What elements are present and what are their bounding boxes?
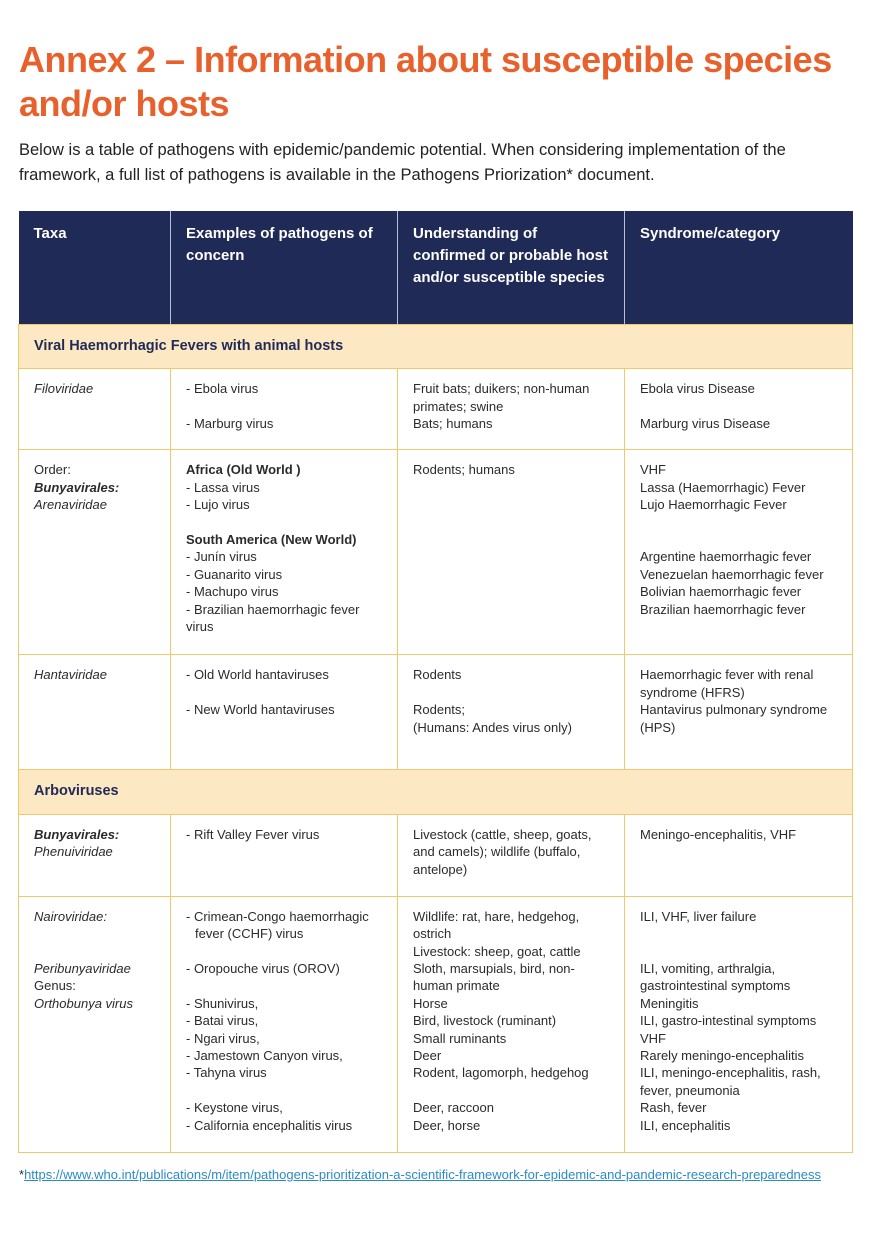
taxa-hantaviridae: Hantaviridae [34,667,107,683]
syndrome-item: ILI, meningo-encephalitis, rash, fever, pneumonia [640,1065,821,1098]
table-row [19,369,853,450]
taxa-nairoviridae: Nairoviridae: [34,908,107,924]
taxa-bunyavirales: Bunyavirales: [34,479,120,495]
host-item: Rodents; [413,702,466,718]
taxa-cell [19,450,171,655]
section-row [19,770,853,814]
table-row [19,896,853,1152]
hosts-cell [398,450,625,655]
taxa-peribunyaviridae: Peribunyaviridae [34,961,131,976]
syndrome-cell [625,896,853,1152]
host-item: Livestock (cattle, sheep, goats, and camels); wildlife (buffalo, antelope) [413,826,592,877]
pathogen-item: - Junín virus [186,549,257,565]
pathogen-item: - Batai virus, [186,1013,259,1029]
host-item: Rodents [413,667,462,683]
syndrome-item: VHF [640,462,666,478]
taxa-cell [19,896,171,1152]
pathogen-item: - Lujo virus [186,497,250,513]
pathogen-item: - Rift Valley Fever virus [186,826,320,842]
header-syndrome: Syndrome/category [625,211,853,325]
pathogen-item: - Keystone virus, [186,1100,283,1116]
syndrome-cell [625,369,853,450]
syndrome-item: Meningo-encephalitis, VHF [640,826,797,842]
host-item: Bats; humans [413,416,493,432]
syndrome-item: Marburg virus Disease [640,416,771,432]
hosts-cell [398,369,625,450]
syndrome-item: VHF [640,1030,666,1046]
pathogen-item-continued: fever (CCHF) virus [195,926,304,942]
hosts-cell [398,655,625,770]
host-item: Fruit bats; duikers; non-human primates; swine [413,381,590,414]
pathogen-item: - Old World hantaviruses [186,667,329,683]
pathogens-cell [171,896,398,1152]
pathogen-table [18,211,853,1153]
taxa-cell [19,655,171,770]
pathogens-cell [171,814,398,896]
pathogen-item: - Ebola virus [186,381,259,397]
syndrome-item: Argentine haemorrhagic fever [640,549,812,565]
group-title-old-world: Africa (Old World ) [186,462,301,478]
taxa-cell [19,814,171,896]
host-item: Deer, raccoon [413,1100,494,1116]
header-taxa: Taxa [19,211,171,325]
host-item: Sloth, marsupials, bird, non-human primate [413,961,575,994]
taxa-filoviridae: Filoviridae [34,381,94,397]
syndrome-cell [625,655,853,770]
syndrome-item: Bolivian haemorrhagic fever [640,584,802,600]
intro-paragraph: Below is a table of pathogens with epidemic/pandemic potential. When considering implementation of the framework, a full list of pathogens is available in the Pathogens Priorization* document. [19,141,786,184]
host-item: Small ruminants [413,1030,507,1046]
pathogen-item: - Marburg virus [186,416,274,432]
pathogens-cell [171,369,398,450]
table-header-row [19,211,853,325]
host-item: Deer, horse [413,1117,481,1133]
syndrome-item: Lujo Haemorrhagic Fever [640,497,787,513]
footnote-link[interactable]: https://www.who.int/publications/m/item/pathogens-prioritization-a-scientific-framework-for-epidemic-and-pandemic-research-preparedness [24,1167,822,1182]
taxa-orthobunya: Orthobunya virus [34,995,133,1011]
syndrome-item: Haemorrhagic fever with renal syndrome (HFRS) [640,667,814,700]
hosts-cell [398,896,625,1152]
syndrome-item: Hantavirus pulmonary syndrome (HPS) [640,702,828,735]
taxa-cell [19,369,171,450]
table-row [19,814,853,896]
pathogens-cell [171,655,398,770]
taxa-bunyavirales: Bunyavirales: [34,826,120,842]
hosts-cell [398,814,625,896]
pathogen-item: - Brazilian haemorrhagic fever virus [186,601,360,635]
section-vhf: Viral Haemorrhagic Fevers with animal hosts [19,325,853,369]
pathogens-cell [171,450,398,655]
table-row [19,450,853,655]
pathogen-item: - New World hantaviruses [186,702,335,718]
footnote [19,1166,839,1184]
pathogen-item: - Lassa virus [186,479,260,495]
syndrome-item: Meningitis [640,995,699,1011]
pathogen-item: - Oropouche virus (OROV) [186,961,340,977]
pathogen-item: - California encephalitis virus [186,1117,353,1133]
section-arboviruses: Arboviruses [19,770,853,814]
syndrome-item: ILI, encephalitis [640,1117,731,1133]
pathogen-item: - Ngari virus, [186,1030,260,1046]
syndrome-item: ILI, vomiting, arthralgia, gastrointestinal symptoms [640,961,791,994]
syndrome-cell [625,814,853,896]
pathogen-item: - Guanarito virus [186,566,283,582]
host-item: Rodents; humans [413,462,515,478]
syndrome-item: Lassa (Haemorrhagic) Fever [640,479,806,495]
host-item: (Humans: Andes virus only) [413,719,572,735]
header-hosts: Understanding of confirmed or probable host and/or susceptible species [398,211,625,325]
header-pathogens: Examples of pathogens of concern [171,211,398,325]
syndrome-item: ILI, VHF, liver failure [640,908,757,924]
syndrome-item: Rash, fever [640,1100,707,1116]
page-title: Annex 2 – Information about susceptible species and/or hosts [19,39,832,124]
syndrome-item: Venezuelan haemorrhagic fever [640,566,824,582]
host-item: Bird, livestock (ruminant) [413,1013,557,1029]
host-item: Livestock: sheep, goat, cattle [413,943,581,959]
section-row [19,325,853,369]
syndrome-item: Ebola virus Disease [640,381,755,397]
pathogen-item: - Tahyna virus [186,1065,267,1081]
pathogen-item: - Shunivirus, [186,995,259,1011]
group-title-new-world: South America (New World) [186,532,357,548]
syndrome-cell [625,450,853,655]
syndrome-item: Rarely meningo-encephalitis [640,1048,805,1064]
taxa-arenaviridae: Arenaviridae [34,497,107,513]
syndrome-item: ILI, gastro-intestinal symptoms [640,1013,817,1029]
host-item: Rodent, lagomorph, hedgehog [413,1065,589,1081]
pathogen-item: - Jamestown Canyon virus, [186,1048,343,1064]
taxa-phenuiviridae: Phenuiviridae [34,844,113,860]
host-item: Deer [413,1048,442,1064]
host-item: Horse [413,995,448,1011]
taxa-order-label: Order: [34,462,71,478]
syndrome-item: Brazilian haemorrhagic fever [640,601,806,617]
pathogen-item: - Machupo virus [186,584,279,600]
taxa-genus-label: Genus: [34,978,76,994]
pathogen-item: - Crimean-Congo haemorrhagic [186,908,369,924]
table-row [19,655,853,770]
host-item: Wildlife: rat, hare, hedgehog, ostrich [413,908,580,942]
footnote-marker: * [19,1167,25,1182]
